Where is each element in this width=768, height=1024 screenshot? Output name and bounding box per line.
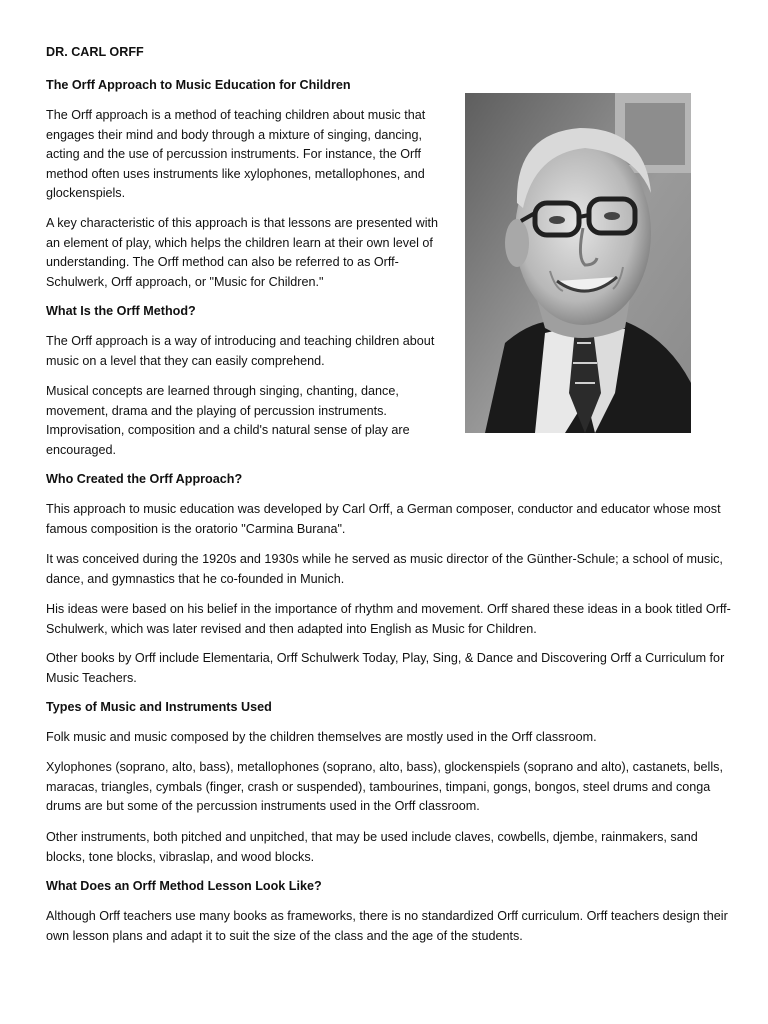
section-paragraph: Although Orff teachers use many books as frameworks, there is no standardized Orff curriculum. Orff teachers design their own lesson plans and adapt it to suit the size of the class and the age of the students. xyxy=(46,909,728,943)
intro-paragraph-1: The Orff approach is a method of teaching children about music that engages their mind and body through a mixture of singing, dancing, acting and the use of percussion instruments. For instance, the Orff method often uses instruments like xylophones, metallophones, and glockenspiels. xyxy=(46,108,426,201)
section-paragraph: Folk music and music composed by the children themselves are mostly used in the Orff classroom. xyxy=(46,730,597,744)
section-paragraph: It was conceived during the 1920s and 1930s while he served as music director of the Günther-Schule; a school of music, dance, and gymnastics that he co-founded in Munich. xyxy=(46,552,723,586)
section-heading-lesson: What Does an Orff Method Lesson Look Like? xyxy=(46,879,322,893)
section-paragraph: His ideas were based on his belief in the importance of rhythm and movement. Orff shared these ideas in a book titled Orff-Schulwerk, which was later revised and then adapted into English as Music for Children. xyxy=(46,602,731,636)
document-title: The Orff Approach to Music Education for Children xyxy=(46,78,351,92)
section-heading-what-is: What Is the Orff Method? xyxy=(46,304,196,318)
section-paragraph: This approach to music education was developed by Carl Orff, a German composer, conductor and educator whose most famous composition is the oratorio "Carmina Burana". xyxy=(46,502,721,536)
section-paragraph: The Orff approach is a way of introducing and teaching children about music on a level that they can easily comprehend. xyxy=(46,334,435,368)
section-paragraph: Musical concepts are learned through singing, chanting, dance, movement, drama and the playing of percussion instruments. Improvisation, composition and a child's natural sense of play are encouraged. xyxy=(46,384,410,457)
section-paragraph: Xylophones (soprano, alto, bass), metallophones (soprano, alto, bass), glockenspiels (soprano and alto), castanets, bells, maracas, triangles, cymbals (finger, crash or suspended), tambourines, timpani, gongs, bongos, steel drums and conga drums are but some of the percussion instruments used in the Orff classroom. xyxy=(46,760,723,814)
author-heading: DR. CARL ORFF xyxy=(46,45,144,59)
section-heading-types: Types of Music and Instruments Used xyxy=(46,700,272,714)
section-paragraph: Other books by Orff include Elementaria, Orff Schulwerk Today, Play, Sing, & Dance and Discovering Orff a Curriculum for Music Teachers. xyxy=(46,651,725,685)
intro-paragraph-2: A key characteristic of this approach is that lessons are presented with an element of play, which helps the children learn at their own level of understanding. The Orff method can also be referred to as Orff-Schulwerk, Orff approach, or "Music for Children." xyxy=(46,216,439,289)
portrait-photo xyxy=(465,93,691,433)
section-paragraph: Other instruments, both pitched and unpitched, that may be used include claves, cowbells, djembe, rainmakers, sand blocks, tone blocks, vibraslap, and wood blocks. xyxy=(46,830,698,864)
section-heading-who-created: Who Created the Orff Approach? xyxy=(46,472,243,486)
